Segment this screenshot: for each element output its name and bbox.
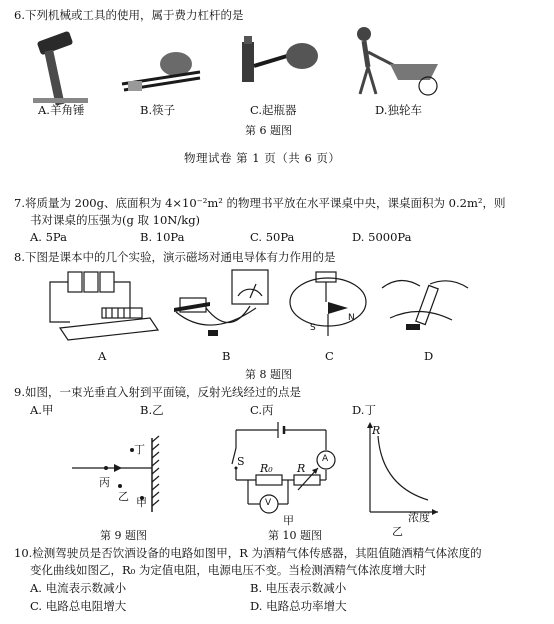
q7-option-a: A. 5Pa xyxy=(30,230,68,244)
svg-text:S: S xyxy=(310,323,316,333)
q6-option-a: A.羊角锤 xyxy=(38,103,85,117)
q10-option-b: B. 电压表示数减小 xyxy=(250,581,347,595)
q10-graph-x-label: 浓度 xyxy=(408,511,430,524)
q7-line1: 7.将质量为 200g、底面积为 4×10⁻²m² 的物理书平放在水平课桌中央，课桌面积为 0.2m²，则 xyxy=(14,196,506,210)
q6-caption: 第 6 题图 xyxy=(245,124,292,137)
q7-option-c: C. 50Pa xyxy=(250,230,295,244)
q10-switch-label: S xyxy=(237,455,245,468)
q9-point-yi: 乙 xyxy=(118,490,129,503)
q10-line2: 变化曲线如图乙，R₀ 为定值电阻，电源电压不变。当检测酒精气体浓度增大时 xyxy=(30,563,427,577)
q10-graph-y-label: R xyxy=(372,424,381,437)
chopsticks-picture xyxy=(118,48,203,98)
q10-r0-label: R₀ xyxy=(260,462,273,475)
q10-graph-label: 乙 xyxy=(392,525,403,538)
bottle-opener-picture xyxy=(232,36,322,96)
q6-option-b: B.筷子 xyxy=(140,103,176,117)
q9-stem: 9.如图，一束光垂直入射到平面镜，反射光线经过的点是 xyxy=(14,385,301,399)
q10-circuit-figure xyxy=(228,420,348,525)
q10-circuit-label: 甲 xyxy=(283,514,294,527)
q7-option-d: D. 5000Pa xyxy=(352,230,412,244)
q9-mirror-figure xyxy=(70,420,180,520)
q9-point-ding: 丁 xyxy=(134,443,145,456)
q8-label-b: B xyxy=(222,349,231,363)
q9-caption: 第 9 题图 xyxy=(100,529,147,542)
claw-hammer-picture xyxy=(30,28,100,108)
q8-label-d: D xyxy=(424,349,434,363)
q9-point-jia: 甲 xyxy=(136,496,147,509)
q6-stem: 6.下列机械或工具的使用，属于费力杠杆的是 xyxy=(14,8,244,22)
q9-point-bing: 丙 xyxy=(99,476,110,489)
q9-option-a: A.甲 xyxy=(30,403,54,417)
q8-figure-b xyxy=(170,268,280,343)
q10-line1: 10.检测驾驶员是否饮酒设备的电路如图甲，R 为酒精气体传感器，其阻值随酒精气体浓度的 xyxy=(14,546,482,560)
q8-caption: 第 8 题图 xyxy=(245,368,292,381)
q8-label-a: A xyxy=(98,349,107,363)
page-footer: 物理试卷 第 1 页（共 6 页） xyxy=(184,151,341,165)
ammeter-label: A xyxy=(322,454,329,464)
svg-text:N: N xyxy=(348,313,355,323)
q8-figure-d xyxy=(380,268,470,343)
q10-figure-caption: 第 10 题图 xyxy=(268,529,322,542)
q9-option-c: C.丙 xyxy=(250,403,274,417)
q8-label-c: C xyxy=(325,349,334,363)
q6-option-d: D.独轮车 xyxy=(375,103,422,117)
q8-figure-a xyxy=(40,268,165,343)
q9-option-b: B.乙 xyxy=(140,403,164,417)
q8-figure-c xyxy=(288,264,373,344)
q10-option-a: A. 电流表示数减小 xyxy=(30,581,127,595)
q6-option-c: C.起瓶器 xyxy=(250,103,297,117)
q10-option-c: C. 电路总电阻增大 xyxy=(30,599,127,613)
q8-stem: 8.下图是课本中的几个实验，演示磁场对通电导体有力作用的是 xyxy=(14,250,336,264)
q10-option-d: D. 电路总功率增大 xyxy=(250,599,347,613)
q9-option-d: D.丁 xyxy=(352,403,376,417)
q7-option-b: B. 10Pa xyxy=(140,230,185,244)
q7-line2: 书对课桌的压强为(g 取 10N/kg) xyxy=(30,213,201,227)
voltmeter-label: V xyxy=(265,498,272,508)
wheelbarrow-picture xyxy=(350,22,450,102)
q10-r-label: R xyxy=(297,462,306,475)
